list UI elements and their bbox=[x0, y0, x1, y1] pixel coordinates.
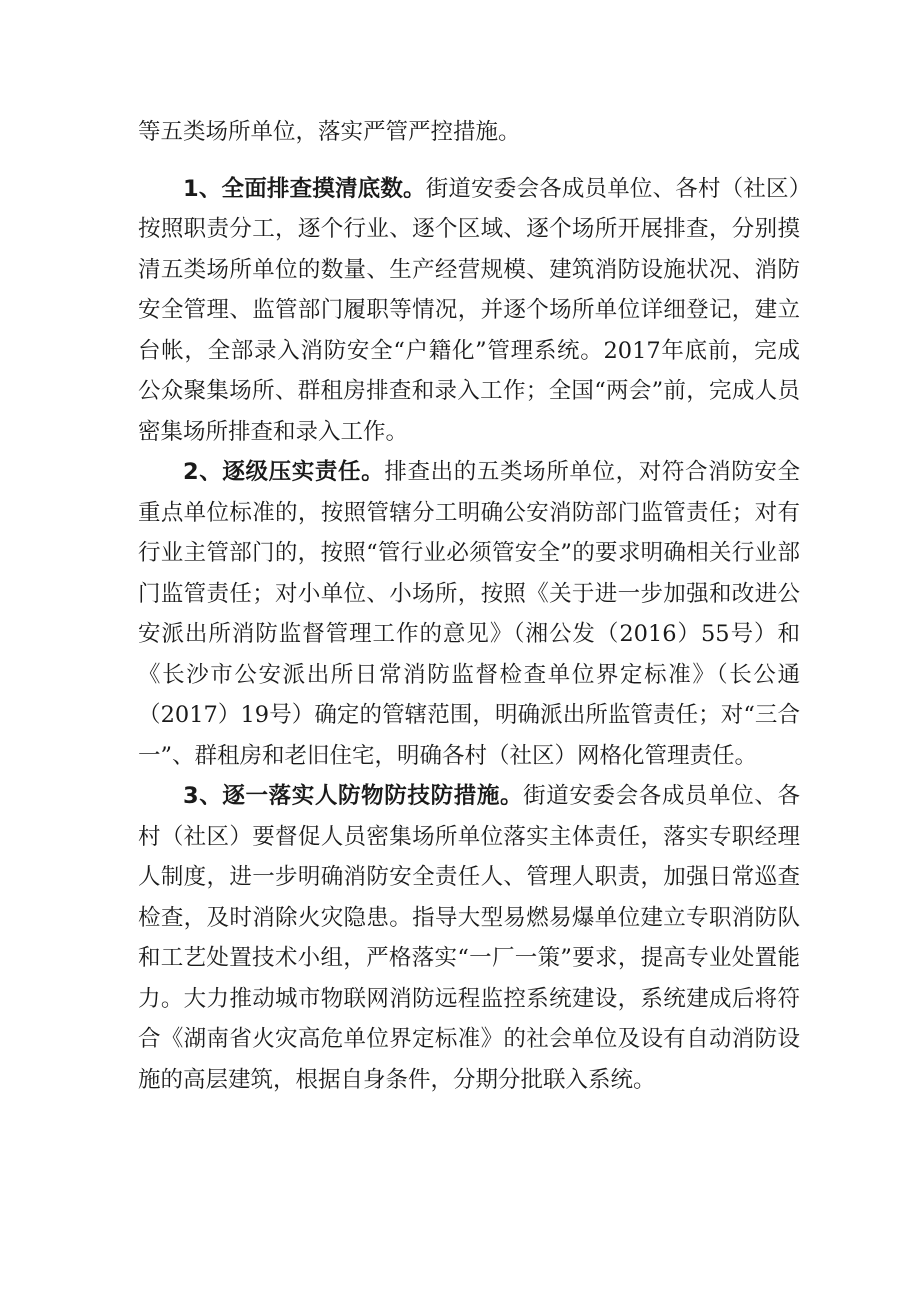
section-2-heading: 2、逐级压实责任。 bbox=[183, 459, 385, 485]
section-1-paragraph bbox=[138, 169, 800, 453]
section-2-paragraph bbox=[138, 452, 800, 776]
section-3-heading: 3、逐一落实人防物防技防措施。 bbox=[183, 783, 524, 809]
section-1-heading: 1、全面排查摸清底数。 bbox=[183, 175, 426, 202]
section-1-body: 街道安委会各成员单位、各村（社区）按照职责分工，逐个行业、逐个区域、逐个场所开展排查，分别摸清五类场所单位的数量、生产经营规模、建筑消防设施状况、消防安全管理、监管部门履职等情况，并逐个场所单位详细登记，建立台帐，全部录入消防安全“户籍化”管理系统。2017年底前，完成公众聚集场所、群租房排查和录入工作；全国“两会”前，完成人员密集场所排查和录入工作。 bbox=[138, 175, 800, 445]
opening-line: 等五类场所单位，落实严管严控措施。 bbox=[138, 119, 521, 145]
section-3-body: 街道安委会各成员单位、各村（社区）要督促人员密集场所单位落实主体责任，落实专职经理人制度，进一步明确消防安全责任人、管理人职责，加强日常巡查检查，及时消除火灾隐患。指导大型易燃易爆单位建立专职消防队和工艺处置技术小组，严格落实“一厂一策”要求，提高专业处置能力。大力推动城市物联网消防远程监控系统建设，系统建成后将符合《湖南省火灾高危单位界定标准》的社会单位及设有自动消防设施的高层建筑，根据自身条件，分期分批联入系统。 bbox=[138, 783, 800, 1093]
document-page bbox=[138, 112, 800, 1100]
section-3-paragraph bbox=[138, 776, 800, 1100]
section-2-body: 排查出的五类场所单位，对符合消防安全重点单位标准的，按照管辖分工明确公安消防部门监管责任；对有行业主管部门的，按照“管行业必须管安全”的要求明确相关行业部门监管责任；对小单位、小场所，按照《关于进一步加强和改进公安派出所消防监督管理工作的意见》（湘公发（2016）55号）和《长沙市公安派出所日常消防监督检查单位界定标准》（长公通（2017）19号）确定的管辖范围，明确派出所监管责任；对“三合一”、群租房和老旧住宅，明确各村（社区）网格化管理责任。 bbox=[138, 459, 800, 769]
